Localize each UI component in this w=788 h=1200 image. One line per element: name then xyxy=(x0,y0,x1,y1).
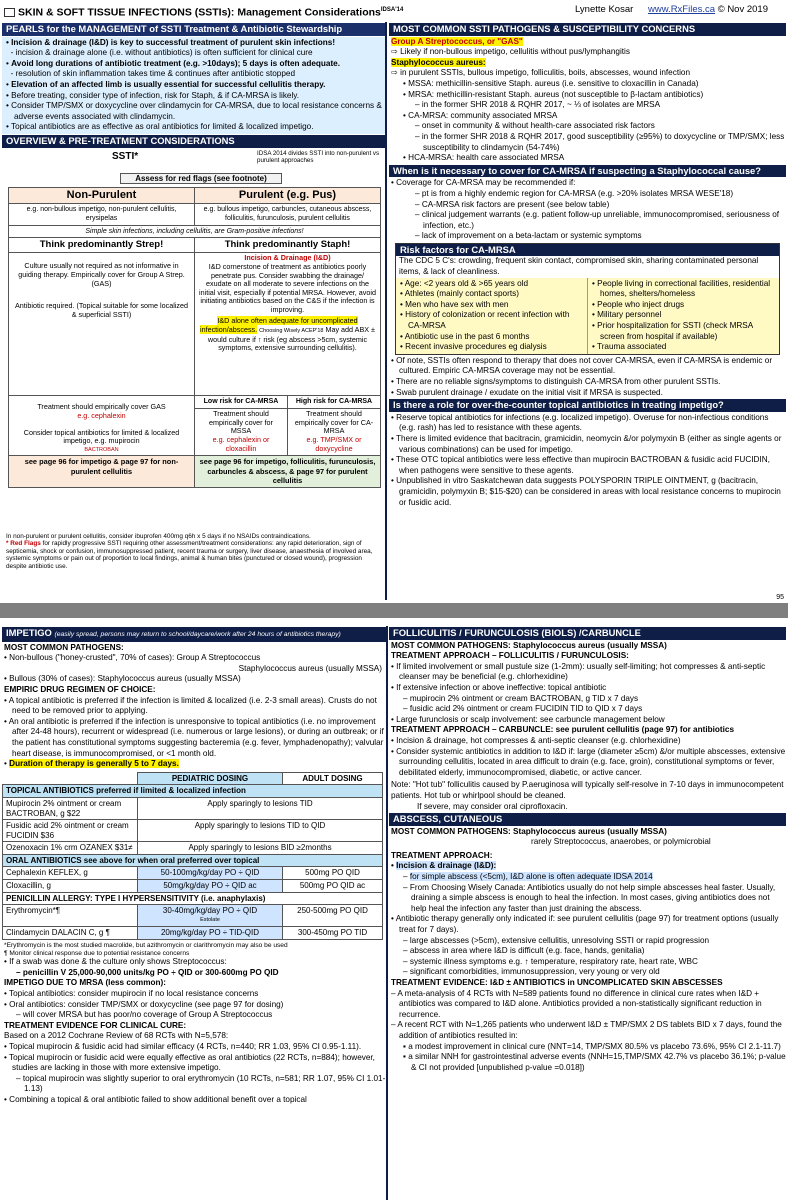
risk-item: • Men who have sex with men xyxy=(400,299,509,309)
website-date: www.RxFiles.ca © Nov 2019 xyxy=(648,4,768,15)
folliculitis-heading: FOLLICULITIS / FURUNCULOSIS (BIOLS) /CARBUNCLE xyxy=(389,627,786,640)
evidence-sub: – topical mupirocin was slightly superior to oral erythromycin (10 RCTs, n=581; RR 1.07, 95% CI 1.01-1.13) xyxy=(16,1073,386,1094)
abscess-pathogens: MOST COMMON PATHOGENS: Staphylococcus aureus (usually MSSA) xyxy=(391,826,667,836)
impetigo-dosing-table xyxy=(2,772,383,940)
risk-factor-lists xyxy=(396,278,779,354)
adult-dosing-header: ADULT DOSING xyxy=(283,772,383,785)
ped-dose-cell: 50mg/kg/day PO ÷ QID ac xyxy=(138,880,283,893)
swab-item: • If a swab was done & the culture only shows Streptococcus: xyxy=(4,957,227,967)
abscess-abx-sub: – significant comorbidities, immunosuppression, very young or very old xyxy=(403,967,660,977)
choosing-wisely: – From Choosing Wisely Canada: Antibiotics usually do not help simple abscesses heal faster. Usually, draining a simple abscess is enough to heal the infection. In most cases, giving antibiotics does not help heal the infection any faster than just draining the abscess. xyxy=(403,882,776,913)
when-cover-note: • Swab purulent drainage / exudate on the initial visit if MRSA is suspected. xyxy=(391,387,663,397)
abscess-evidence-sub: ▪ a modest improvement in clinical cure (NNT=14, TMP/SMX 80.5% vs placebo 73.6%, 95% CI 2.1-11.7) xyxy=(403,1041,781,1051)
purulent-see-pages[interactable]: see page 96 for impetigo, folliculitis, furunculosis, carbuncles & abscess, & page 97 for purulent cellulitis xyxy=(195,456,381,488)
abscess-evidence-sub: ▪ a similar NNH for gastrointestinal adverse events (NNH=15,TMP/SMX 42.7% vs placebo 36.1%; p-value & CI not provided [unpublished p-value =0.018]) xyxy=(403,1052,786,1072)
impetigo-heading: IMPETIGO (easily spread, persons may return to school/daycare/work after 24 hours of antibiotics therapy) xyxy=(2,627,386,642)
ped-dose-cell: 20mg/kg/day PO ÷ TID-QID xyxy=(138,927,283,940)
risk-item: • Age: <2 years old & >65 years old xyxy=(400,278,529,288)
when-cover-item: – pt is from a highly endemic region for CA-MRSA (e.g. >20% isolates MRSA WESE'18) xyxy=(415,188,734,198)
folliculitis-sub: – fusidic acid 2% ointment or cream FUCIDIN TID to QID x 7 days xyxy=(403,704,643,714)
dose-cell: Apply sparingly to lesions TID to QID xyxy=(138,820,383,842)
pathogens-heading: MOST COMMON SSTI PATHOGENS & SUSCEPTIBILITY CONCERNS xyxy=(389,23,786,36)
risk-left xyxy=(396,278,588,354)
dose-cell: Apply sparingly to lesions TID xyxy=(138,797,383,819)
risk-factors-heading: Risk factors for CA-MRSA xyxy=(396,244,779,257)
empiric-label: EMPIRIC DRUG REGIMEN OF CHOICE: xyxy=(4,684,156,694)
oral-antibiotics-header: ORAL ANTIBIOTICS see above for when oral preferred over topical xyxy=(3,854,383,867)
folliculitis-item: • If extensive infection or above ineffective: topical antibiotic xyxy=(391,682,607,692)
pearl-item: • Avoid long durations of antibiotic treatment (e.g. >10days); 5 days is often adequate. xyxy=(6,58,340,68)
penicillin-allergy-header: PENICILLIN ALLERGY: TYPE I HYPERSENSITIVITY (i.e. anaphylaxis) xyxy=(3,892,383,905)
abscess-id-sub: – for simple abscess (<5cm), I&D alone is often adequate IDSA 2014 xyxy=(403,872,653,882)
hot-tub-note: Note: "Hot tub" folliculitis caused by P.aeruginosa will typically self-resolve in 7-10 days in immunocompetent patients. Hot tub or whirlpool should be cleaned. xyxy=(391,780,784,800)
evidence-item: • Topical mupirocin & fusidic acid had similar efficacy (4 RCTs, n=440; RR 1.03, 95% CI 0.95-1.11). xyxy=(4,1041,362,1051)
ped-dose-cell: 50-100mg/kg/day PO ÷ QID xyxy=(138,867,283,880)
purulent-header: Purulent (e.g. Pus) xyxy=(195,187,381,203)
nonpurulent-guidance: Culture usually not required as not informative in guiding therapy. Empirically cover for Group A Strep. (GAS) Antibiotic required. (Topical suitable for some localized & superficial SSTI) xyxy=(9,253,195,396)
abscess-id: • Incision & drainage (I&D): xyxy=(391,861,497,871)
adult-dose-cell: 500mg PO QID ac xyxy=(283,880,383,893)
risk-item: • Military personnel xyxy=(592,310,662,320)
left-column xyxy=(2,22,387,600)
abscess-heading: ABSCESS, CUTANEOUS xyxy=(389,813,786,826)
drug-cell: Ozenoxacin 1% crm OZANEX $31≠ xyxy=(3,842,138,855)
evidence-item: • Combining a topical & oral antibiotic failed to show additional benefit over a topical xyxy=(4,1094,307,1104)
camrsa-sub: – onset in community & without health-care associated risk factors xyxy=(415,121,655,131)
overview-heading: OVERVIEW & PRE-TREATMENT CONSIDERATIONS xyxy=(2,135,385,148)
computer-icon xyxy=(4,8,15,17)
abscess-abx-sub: – large abscesses (>5cm), extensive cellulitis, unresolving SSTI or rapid progression xyxy=(403,935,710,945)
high-risk-header: High risk for CA-MRSA xyxy=(288,396,381,409)
folliculitis-sub: – mupirocin 2% ointment or cream BACTROBAN, g TID x 7 days xyxy=(403,693,639,703)
table-footnote: *Erythromycin is the most studied macrolide, but azithromycin or clarithromycin may also be used xyxy=(4,942,288,950)
abscess-abx: • Antibiotic therapy generally only indicated if: see purulent cellulitis (page 97) for treatment options (usually treat for 7 days). xyxy=(391,914,779,935)
folliculitis-item: • If limited involvement or small pustule size (1-2mm): usually self-limiting; hot compresses & anti-septic cleanser may be beneficial (e.g. chlorhexidine) xyxy=(391,661,766,682)
risk-right xyxy=(588,278,779,354)
low-risk-header: Low risk for CA-MRSA xyxy=(195,396,288,409)
abscess-abx-sub: – systemic illness symptoms e.g. ↑ temperature, respiratory rate, heart rate, WBC xyxy=(403,956,698,966)
footnotes: In non-purulent or purulent cellulitis, consider ibuprofen 400mg q6h x 5 days if no NSAIDs contraindications. * Red Flags for rapidly progressive SSTI requiring other assessment/treatment considerations: any rapid deterioration, sign of septicemia, shock or confusion, immunosuppressed patient, recent trauma or surgery, liver disease, anaesthesia of involved area, systemic symptoms or pain out of proportion to local findings, animal & human bites (punctured or closed wound), progression despite antibiotic use. xyxy=(6,532,373,570)
ssti-label: SSTI* xyxy=(112,150,139,162)
abscess-abx-sub: – abscess in area where I&D is difficult (e.g. face, hands, genitalia) xyxy=(403,946,645,956)
nonpurulent-see-pages[interactable]: see page 96 for impetigo & page 97 for non-purulent cellulitis xyxy=(9,456,195,488)
nonbullous-item: • Non-bullous ("honey-crusted", 70% of cases): Group A Streptococcus xyxy=(4,653,261,663)
risk-item: • Antibiotic use in the past 6 months xyxy=(400,331,530,341)
risk-item: • Trauma associated xyxy=(592,342,667,352)
when-cover-item: – lack of improvement on a beta-lactam or systemic symptoms xyxy=(415,231,642,241)
nonpurulent-examples: e.g. non-bullous impetigo, non-purulent cellulitis, erysipelas xyxy=(9,203,195,225)
ssti-table xyxy=(8,187,381,489)
nonbullous-item-2: Staphylococcus aureus (usually MSSA) xyxy=(238,663,382,673)
risk-intro: The CDC 5 C's: crowding, frequent skin contact, compromised skin, sharing contaminated personal items, & lack of cleanliness. xyxy=(399,256,759,277)
folliculitis-item: • Large furunclosis or scalp involvement: see carbuncle management below xyxy=(391,714,665,724)
risk-item: • History of colonization or recent infection with CA-MRSA xyxy=(400,310,570,331)
high-risk-treatment: Treatment should empirically cover for CA-MRSA e.g. TMP/SMX or doxycycline xyxy=(288,409,381,456)
abscess-evidence-item: – A recent RCT with N=1,265 patients who underwent I&D ± TMP/SMX 2 DS tablets BID x 7 days, found the addition of antibiotics resulted in: xyxy=(391,1020,782,1040)
drug-cell: Clindamycin DALACIN C, g ¶ xyxy=(3,927,138,940)
when-cover-heading: When is it necessary to cover for CA-MRSA if suspecting a Staphylococcal cause? xyxy=(389,165,786,178)
evidence-heading: TREATMENT EVIDENCE FOR CLINICAL CURE: xyxy=(4,1020,187,1030)
pearl-item: - resolution of skin inflammation takes time & continues after antibiotic stopped xyxy=(10,69,295,79)
abscess-evidence-item: – A meta-analysis of 4 RCTs with N=589 patients found no difference in clinical cure rates when I&D + antibiotics was compared to I&D alone. Antibiotics provided a non-statistically significant reduction in recurrence. xyxy=(391,988,762,1019)
risk-item: • Recent invasive procedures eg dialysis xyxy=(400,342,547,352)
mrsa-oral-sub: – will cover MRSA but has poor/no coverage of Group A Streptococcus xyxy=(16,1010,273,1020)
ped-dose-cell: 30-40mg/kg/day PO ÷ QID Estolate xyxy=(138,905,283,927)
website-link[interactable]: www.RxFiles.ca xyxy=(648,4,716,15)
abscess-pathogens-2: rarely Streptococcus, anaerobes, or polymicrobial xyxy=(531,837,711,847)
risk-factors-box xyxy=(395,243,780,355)
mrsa-sub: – in the former SHR 2018 & RQHR 2017, ~ ⅓ of isolates are MRSA xyxy=(415,100,661,110)
think-staph: Think predominantly Staph! xyxy=(195,238,381,253)
otc-item: • There is limited evidence that bacitracin, gramicidin, neomycin &/or polymyxin B (either as single agents or various combinations) can be used for impetigo. xyxy=(391,433,782,454)
risk-item: • People living in correctional facilities, residential homes, shelters/homeless xyxy=(592,278,771,299)
dose-cell: Apply sparingly to lesions BID ≥2months xyxy=(138,842,383,855)
otc-heading: Is there a role for over-the-counter topical antibiotics in treating impetigo? xyxy=(389,399,786,412)
pearls-list xyxy=(2,37,385,134)
oral-item: • An oral antibiotic is preferred if the infection is unresponsive to topical antibiotics (i.e. no improvement after 24-48 hours), recurrent or widespread (i.e. numerous or large lesions), or during an outbreak; or if the patient has constitutional symptoms suggesting bacteremia (e.g. fever, lymphadenopathy); valvular heart disease, is immunocompromised, or <1 month old. xyxy=(4,716,384,758)
nonpurulent-header: Non-Purulent xyxy=(9,187,195,203)
adult-dose-cell: 300-450mg PO TID xyxy=(283,927,383,940)
carbuncle-item: • Consider systemic antibiotics in addition to I&D if: large (diameter ≥5cm) &/or multiple abscesses, extensive surrounding cellulitis, located in area difficult to drain (e.g. face, groin), constitutional symptoms or fever, debilitated elderly, immunocompromised, diabetic, or active cancer. xyxy=(391,746,786,777)
ped-dosing-header: PEDIATRIC DOSING xyxy=(138,772,283,785)
mrsa-oral-item: • Oral antibiotics: consider TMP/SMX or doxycycline (see page 97 for dosing) xyxy=(4,999,284,1009)
page-separator xyxy=(0,603,788,618)
pearl-item: • Incision & drainage (I&D) is key to successful treatment of purulent skin infections! xyxy=(6,37,336,47)
drug-cell: Mupirocin 2% ointment or cream BACTROBAN, g $22 xyxy=(3,797,138,819)
nonpurulent-treatment: Treatment should empirically cover GAS e.g. cephalexin Consider topical antibiotics for limited & localized impetigo, e.g. mupirocin BACTROBAN xyxy=(9,396,195,456)
impetigo-column xyxy=(2,626,388,1200)
idsa-note: IDSA 2014 divides SSTI into non-purulent vs purulent approaches xyxy=(257,149,380,164)
when-cover-intro: • Coverage for CA-MRSA may be recommended if: xyxy=(391,178,576,188)
duration-item: • Duration of therapy is generally 5 to 7 days. xyxy=(4,759,179,769)
abscess-evidence-heading: TREATMENT EVIDENCE: I&D ± ANTIBIOTICS in UNCOMPLICATED SKIN ABSCESSES xyxy=(391,978,723,987)
folliculitis-abscess-column xyxy=(389,626,786,1200)
camrsa-item: • CA-MRSA: community associated MRSA xyxy=(403,110,558,120)
drug-cell: Erythromycin*¶ xyxy=(3,905,138,927)
adult-dose-cell: 500mg PO QID xyxy=(283,867,383,880)
page-number: 95 xyxy=(776,594,784,601)
hot-tub-note-2: If severe, may consider oral ciprofloxacin. xyxy=(417,801,568,811)
otc-item: • Unpublished in vitro Saskatchewan data suggests POLYSPORIN TRIPLE OINTMENT, g (bacitracin, gramicidin, polymyxin B; $15-$20) can be considered in areas with local resistance concerns to mupirocin or fusidic acid. xyxy=(391,476,781,507)
when-cover-item: – CA-MRSA risk factors are present (see below table) xyxy=(415,199,610,209)
right-column xyxy=(389,22,786,600)
pearl-item: - incision & drainage alone (i.e. without antibiotics) is often sufficient for clinical cure xyxy=(10,48,313,58)
adult-dose-cell: 250-500mg PO QID xyxy=(283,905,383,927)
purulent-examples: e.g. bullous impetigo, carbuncles, cutaneous abscess, folliculitis, furunculosis, purulent cellulitis xyxy=(195,203,381,225)
topical-item: • A topical antibiotic is preferred if the infection is limited & localized (i.e. 2-3 small areas). Crusts do not need to be removed prior to applying. xyxy=(4,695,377,716)
table-footnote: ¶ Monitor clinical response due to potential resistance concerns xyxy=(4,949,190,957)
mrsa-item: • MRSA: methicillin-resistant Staph. aureus (not susceptible to β-lactam antibiotics) xyxy=(403,89,704,99)
when-cover-item: – clinical judgement warrants (e.g. patient follow-up unreliable, immunocompromised, seriousness of infection, etc.) xyxy=(415,210,780,230)
pearl-item: • Before treating, consider type of infection, risk for Staph, & if CA-MRSA is likely. xyxy=(6,90,300,100)
ssti-flowchart xyxy=(2,149,385,600)
think-strep: Think predominantly Strep! xyxy=(9,238,195,253)
impetigo-pathogens-label: MOST COMMON PATHOGENS: xyxy=(4,642,124,652)
carbuncle-heading: TREATMENT APPROACH – CARBUNCLE: see purulent cellulitis (page 97) for antibiotics xyxy=(391,725,734,735)
pearls-heading: PEARLS for the MANAGEMENT of SSTI Treatment & Antibiotic Stewardship xyxy=(2,23,385,36)
drug-cell: Fusidic acid 2% ointment or cream FUCIDIN $36 xyxy=(3,820,138,842)
impetigo-mrsa-heading: IMPETIGO DUE TO MRSA (less common): xyxy=(4,978,166,988)
folliculitis-pathogens: MOST COMMON PATHOGENS: Staphylococcus aureus (usually MSSA) xyxy=(391,640,667,650)
mrsa-topical-item: • Topical antibiotics: consider mupirocin if no local resistance concerns xyxy=(4,989,259,998)
risk-item: • Prior hospitalization for SSTI (check MRSA screen from hospital if available) xyxy=(592,321,753,341)
drug-cell: Cloxacillin, g xyxy=(3,880,138,893)
author: Lynette Kosar xyxy=(575,4,634,15)
when-cover-note: • Of note, SSTIs often respond to therapy that does not cover CA-MRSA, even if CA-MRSA is endemic or cultured. Empiric CA-MRSA coverage may not be essential. xyxy=(391,355,773,376)
drug-cell: Cephalexin KEFLEX, g xyxy=(3,867,138,880)
gas-line: ⇨ Likely if non-bullous impetigo, cellulitis without pus/lymphangitis xyxy=(391,47,630,57)
carbuncle-item: • Incision & drainage, hot compresses & anti-septic cleanser (e.g. chlorhexidine) xyxy=(391,735,681,745)
otc-item: • Reserve topical antibiotics for infections (e.g. localized impetigo). Overuse for non-infectious conditions (e.g. rash) has led to resistance with these agents. xyxy=(391,412,769,433)
otc-item: • These OTC topical antibiotics were less effective than mupirocin BACTROBAN & fusidic acid FUCIDIN, when pathogens were sensitive to these agents. xyxy=(391,455,770,475)
page-title: SKIN & SOFT TISSUE INFECTIONS (SSTIs): Management Considerations$^{IDSA'14}$ xyxy=(4,0,424,20)
low-risk-treatment: Treatment should empirically cover for MSSA e.g. cephalexin or cloxacillin xyxy=(195,409,288,456)
topical-antibiotics-header: TOPICAL ANTIBIOTICS preferred if limited & localized infection xyxy=(3,785,383,798)
when-cover-note: • There are no reliable signs/symptoms to distinguish CA-MRSA from other purulent SSTIs. xyxy=(391,377,721,386)
hamrsa-item: • HCA-MRSA: health care associated MRSA xyxy=(403,153,565,163)
staph-title: Staphylococcus aureus: xyxy=(391,57,486,67)
mssa-item: • MSSA: methicillin-sensitive Staph. aureus (i.e. sensitive to cloxacillin in Canada) xyxy=(403,78,699,88)
folliculitis-approach: TREATMENT APPROACH – FOLLICULITIS / FURUNCULOSIS: xyxy=(391,651,629,661)
pearl-item: • Elevation of an affected limb is usually essential for successful cellulitis therapy. xyxy=(6,79,326,89)
simple-note: Simple skin infections, including cellulitis, are Gram-positive infections! xyxy=(9,225,381,238)
bullous-item: • Bullous (30% of cases): Staphylococcus aureus (usually MSSA) xyxy=(4,674,241,684)
pearl-item: • Consider TMP/SMX or doxycycline over clindamycin for CA-MRSA, due to local resistance concerns & adverse events associated with clindamycin. xyxy=(6,101,382,121)
purulent-guidance: Incision & Drainage (I&D) I&D cornerstone of treatment as antibiotics poorly penetrate pus. Consider swabbing the drainage/ exudate on all moderate to severe infections on the initial visit, especially if potential MRSA. However, avoid initiating antibiotics based on the C&S if the infection is improving. I&D alone often adequate for uncomplicated infection/abscess. Choosing Wisely ACEP'18 May add ABX ± would culture if ↑ risk (eg abscess >5cm, systemic symptoms, extensive surrounding cellulitis). xyxy=(195,253,381,396)
page-96 xyxy=(0,618,788,1200)
gas-title: Group A Streptococcus, or "GAS" xyxy=(391,36,523,46)
camrsa-sub: – in the former SHR 2018 & RQHR 2017, good susceptibility (≥95%) to doxycycline or TMP/SMX; less susceptibility to clindamycin (54-74%) xyxy=(415,131,785,152)
risk-item: • Athletes (mainly contact sports) xyxy=(400,289,519,299)
risk-item: • People who inject drugs xyxy=(592,299,685,309)
pearl-item: • Topical antibiotics are as effective as oral antibiotics for limited & localized impetigo. xyxy=(6,122,314,132)
penv-item: – penicillin V 25,000-90,000 units/kg PO ÷ QID or 300-600mg PO QID xyxy=(16,967,279,977)
evidence-intro: Based on a 2012 Cochrane Review of 68 RCTs with N=5,578: xyxy=(4,1031,229,1041)
red-flags-box: Assess for red flags (see footnote) xyxy=(120,173,282,185)
abscess-approach: TREATMENT APPROACH: xyxy=(391,850,493,860)
evidence-item: • Topical mupirocin or fusidic acid were equally effective as oral antibiotics (22 RCTs, n=884); however, studies are lacking in those with more extensive impetigo. xyxy=(4,1052,375,1073)
staph-line: ⇨ in purulent SSTIs, bullous impetigo, folliculitis, boils, abscesses, wound infection xyxy=(391,68,691,78)
